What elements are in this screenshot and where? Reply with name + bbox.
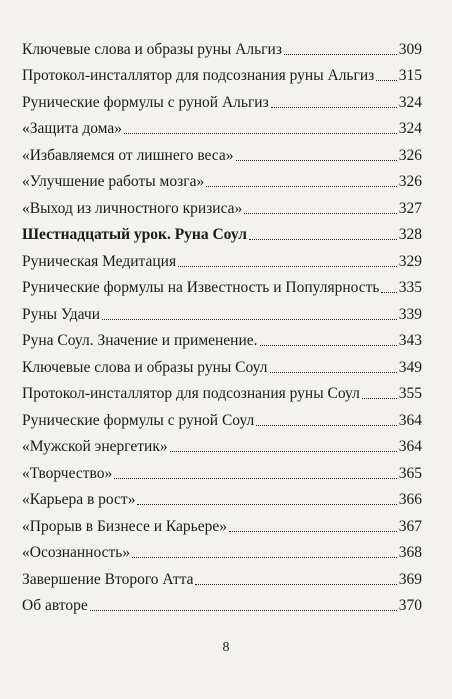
toc-entry-title: Руническая Медитация [22,252,177,270]
toc-entry-page: 364 [398,411,422,429]
toc-entry-title: «Прорыв в Бизнесе и Карьере» [22,517,227,535]
dot-leader [256,425,396,426]
toc-entry [22,430,422,457]
dot-leader [132,557,397,558]
toc-entry-page: 343 [398,332,422,349]
toc-entry [22,59,422,86]
toc-entry-title: Протокол-инсталлятор для подсознания руны Альгиз [22,67,375,84]
dot-leader [260,345,397,346]
dot-leader [270,372,397,373]
toc-entry [22,244,422,271]
toc-entry-page: 326 [398,173,422,190]
dot-leader [206,186,397,187]
toc-entry [22,138,422,165]
toc-entry-page: 355 [398,385,422,402]
dot-leader [236,160,397,161]
dot-leader [102,319,397,320]
toc-entry [22,483,422,510]
toc-entry-title: «Карьера в рост» [22,491,136,508]
dot-leader [284,54,397,55]
dot-leader [137,504,396,505]
toc-entry [22,112,422,139]
toc-entry-page: 335 [398,279,422,296]
dot-leader [249,239,397,240]
dot-leader [114,478,397,479]
toc-entry [22,32,422,59]
page-number: 8 [222,640,230,655]
toc-entry [22,297,422,324]
toc-entry-title: «Мужской энергетик» [22,438,168,455]
toc-entry-title: «Творчество» [22,464,113,482]
toc-entry [22,536,422,563]
dot-leader [376,80,396,81]
toc-entry-page: 327 [398,199,422,217]
toc-entry-title: «Улучшение работы мозга» [22,173,205,190]
toc-entry-page: 367 [398,517,422,535]
toc-entry-title: Рунические формулы с руной Соул [22,411,255,429]
dot-leader [362,398,397,399]
toc-entry-title: Шестнадцатый урок. Руна Соул [22,226,247,243]
toc-entry-title: Руна Соул. Значение и применение. [22,332,258,349]
dot-leader [178,266,397,267]
toc-entry-page: 365 [398,464,422,482]
dot-leader [195,584,396,585]
toc-entry [22,377,422,404]
toc-entry-title: Завершение Второго Атта [22,570,194,588]
toc-entry [22,85,422,112]
toc-entry-title: Ключевые слова и образы руны Альгиз [22,40,282,58]
toc-entry [22,218,422,245]
toc-entry [22,165,422,192]
dot-leader [124,133,397,134]
toc-entry-page: 366 [398,491,422,508]
toc-entry-page: 329 [398,252,422,270]
dot-leader [90,610,397,611]
toc-entry-title: «Защита дома» [22,120,123,137]
toc-entry-title: «Осознанность» [22,544,131,561]
toc-entry [22,403,422,430]
toc-entry-page: 349 [398,358,422,376]
toc-entry [22,456,422,483]
toc-entry [22,350,422,377]
toc-entry-title: Руны Удачи [22,305,100,323]
toc-entry-title: Об авторе [22,597,88,614]
toc-entry-title: Протокол-инсталлятор для подсознания руны Соул [22,385,360,402]
toc-entry-page: 369 [398,570,422,588]
dot-leader [244,213,396,214]
toc-entry-page: 324 [398,93,422,111]
toc-entry-page: 328 [398,226,422,243]
toc-entry [22,324,422,351]
toc-entry-title: Ключевые слова и образы руны Соул [22,358,268,376]
toc-entry-page: 324 [398,120,422,137]
toc-entry-page: 368 [398,544,422,561]
toc-entry-title: Рунические формулы на Известность и Популярность [22,279,380,296]
dot-leader [271,107,397,108]
toc-entry [22,509,422,536]
dot-leader [229,531,397,532]
toc-entry-page: 339 [398,305,422,323]
toc-entry [22,191,422,218]
toc-entry [22,589,422,616]
dot-leader [170,451,397,452]
toc-entry-page: 309 [398,40,422,58]
toc-entry-page: 370 [398,597,422,614]
toc-entry-page: 315 [398,67,422,84]
toc-entry-page: 364 [398,438,422,455]
toc-entry [22,271,422,298]
toc-entry-page: 326 [398,146,422,164]
dot-leader [381,292,396,293]
toc-entry-title: Рунические формулы с руной Альгиз [22,93,269,111]
table-of-contents [22,32,422,615]
toc-entry [22,562,422,589]
toc-entry-title: «Выход из личностного кризиса» [22,199,243,217]
toc-entry-title: «Избавляемся от лишнего веса» [22,146,234,164]
